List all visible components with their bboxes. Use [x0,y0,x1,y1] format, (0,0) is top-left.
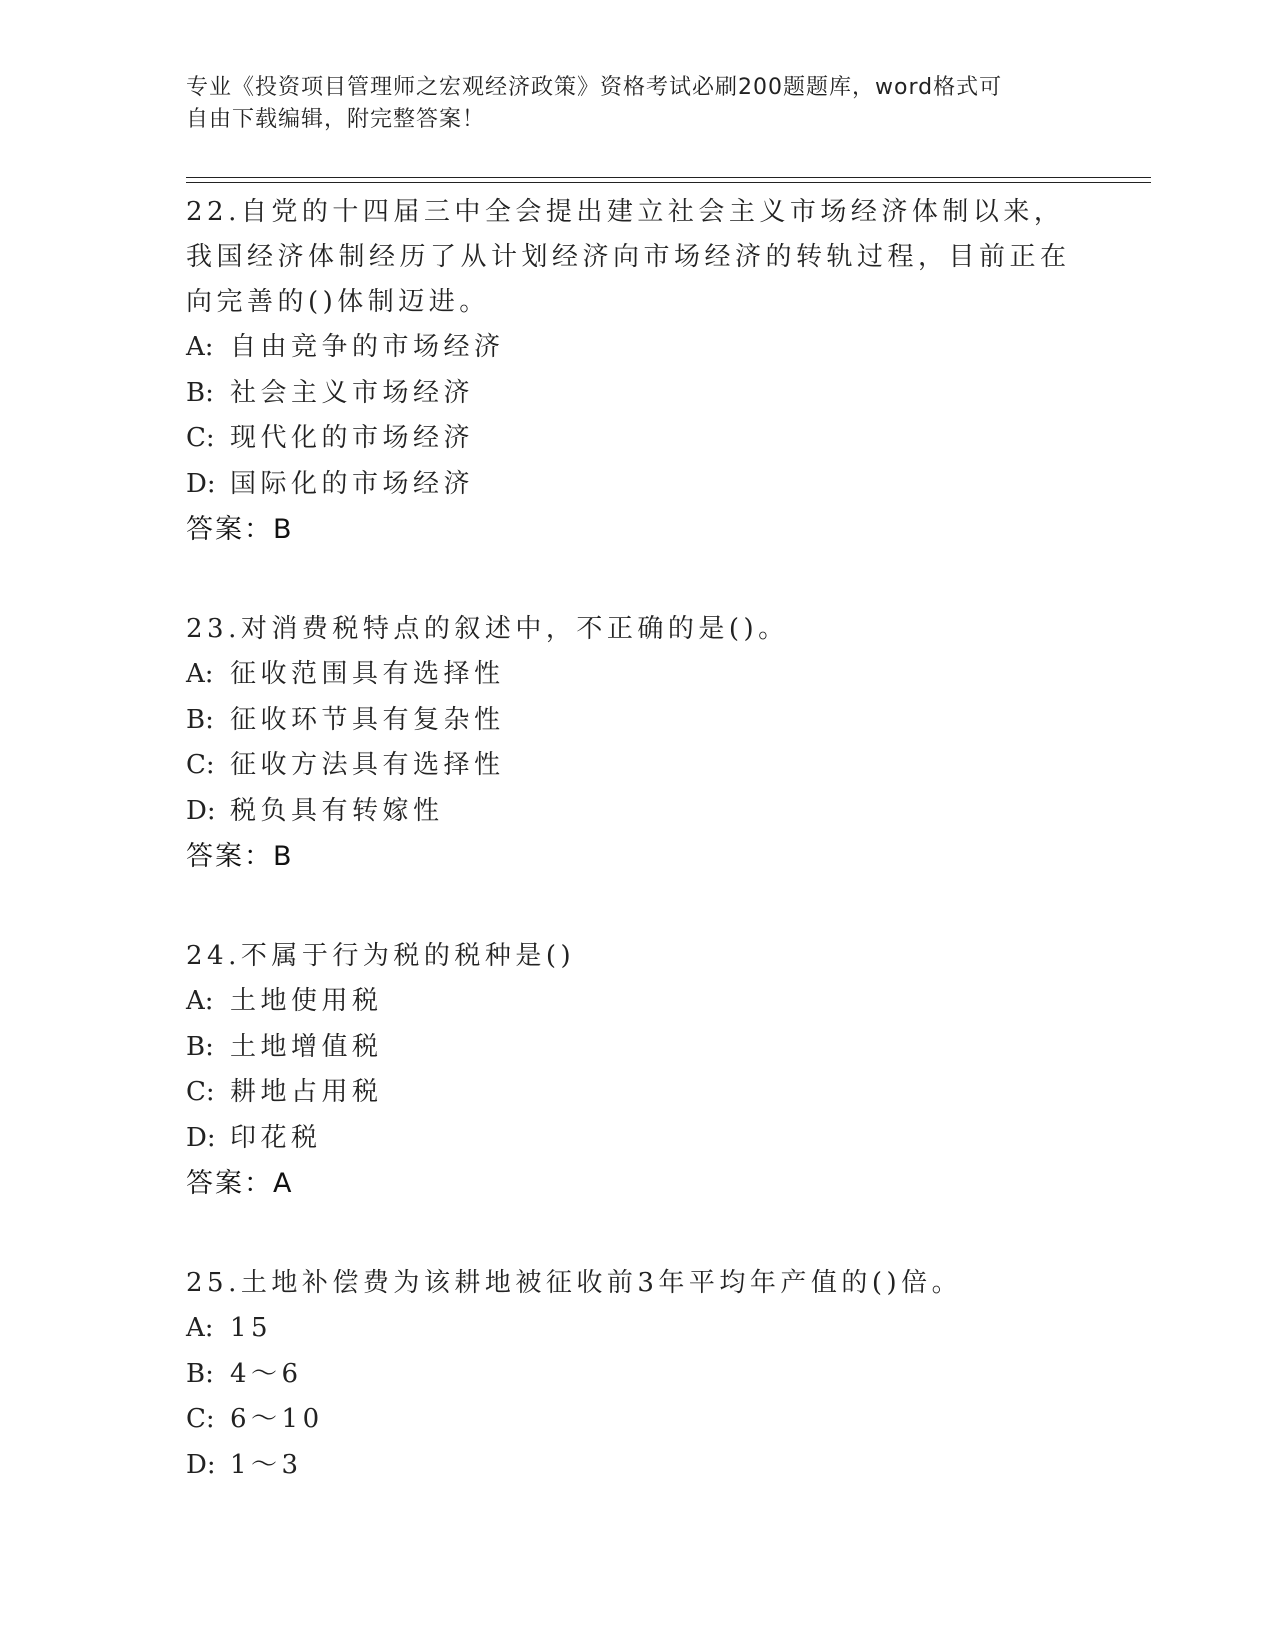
header-divider-top [186,177,1151,178]
option-b [186,371,1086,417]
option-key: D: [186,795,216,826]
answer-line: 答案：B [186,514,294,545]
question-stem: 24.不属于行为税的税种是() [186,941,576,971]
option-key: A: [186,986,214,1016]
option-key: D: [186,1122,216,1153]
document-header [186,72,1086,136]
option-d [186,1116,1086,1162]
option-key: C: [186,750,215,780]
question-22 [186,190,1086,553]
question-stem: 23.对消费税特点的叙述中，不正确的是()。 [186,614,789,644]
option-text: 6～10 [230,1404,324,1434]
option-d [186,462,1086,508]
answer-line: 答案：B [186,841,294,872]
answer-line: 答案：A [186,1168,294,1199]
option-text: 征收环节具有复杂性 [230,704,505,735]
option-text: 耕地占用税 [230,1077,383,1107]
header-line-1: 专业《投资项目管理师之宏观经济政策》资格考试必刷200题题库，word格式可 [186,75,1003,100]
question-stem: 25.土地补偿费为该耕地被征收前3年平均年产值的()倍。 [186,1268,963,1298]
option-b [186,1025,1086,1071]
option-d [186,1443,1086,1489]
option-text: 税负具有转嫁性 [230,795,444,826]
option-key: B: [186,1031,214,1062]
option-key: B: [186,1358,214,1389]
option-key: A: [186,659,214,689]
option-text: 4～6 [230,1358,303,1389]
option-c [186,1397,1086,1443]
option-text: 自由竞争的市场经济 [230,332,505,362]
option-key: D: [186,468,216,499]
option-c [186,416,1086,462]
option-text: 征收范围具有选择性 [230,659,505,689]
question-25 [186,1261,1086,1488]
option-b [186,698,1086,744]
option-key: A: [186,1313,214,1343]
option-key: C: [186,1404,215,1434]
option-text: 土地使用税 [230,986,383,1016]
option-key: C: [186,423,215,453]
option-key: B: [186,377,214,408]
option-text: 社会主义市场经济 [230,377,475,408]
option-b [186,1352,1086,1398]
option-text: 现代化的市场经济 [230,423,475,453]
header-line-2: 自由下载编辑，附完整答案！ [186,107,486,132]
option-c [186,743,1086,789]
option-text: 征收方法具有选择性 [230,750,505,780]
question-24 [186,934,1086,1207]
option-text: 印花税 [230,1122,322,1153]
option-a [186,325,1086,371]
option-text: 1～3 [230,1449,303,1480]
option-text: 15 [230,1313,273,1343]
option-a [186,1306,1086,1352]
option-key: B: [186,704,214,735]
option-key: D: [186,1449,216,1480]
option-a [186,652,1086,698]
option-a [186,979,1086,1025]
option-text: 国际化的市场经济 [230,468,475,499]
option-d [186,789,1086,835]
question-23 [186,607,1086,880]
question-list [186,190,1086,1542]
question-stem: 22.自党的十四届三中全会提出建立社会主义市场经济体制以来，我国经济体制经历了从计划经济向市场经济的转轨过程，目前正在向完善的()体制迈进。 [186,197,1071,317]
option-key: A: [186,332,214,362]
option-c [186,1070,1086,1116]
header-divider-bottom [186,182,1151,183]
option-key: C: [186,1077,215,1107]
option-text: 土地增值税 [230,1031,383,1062]
